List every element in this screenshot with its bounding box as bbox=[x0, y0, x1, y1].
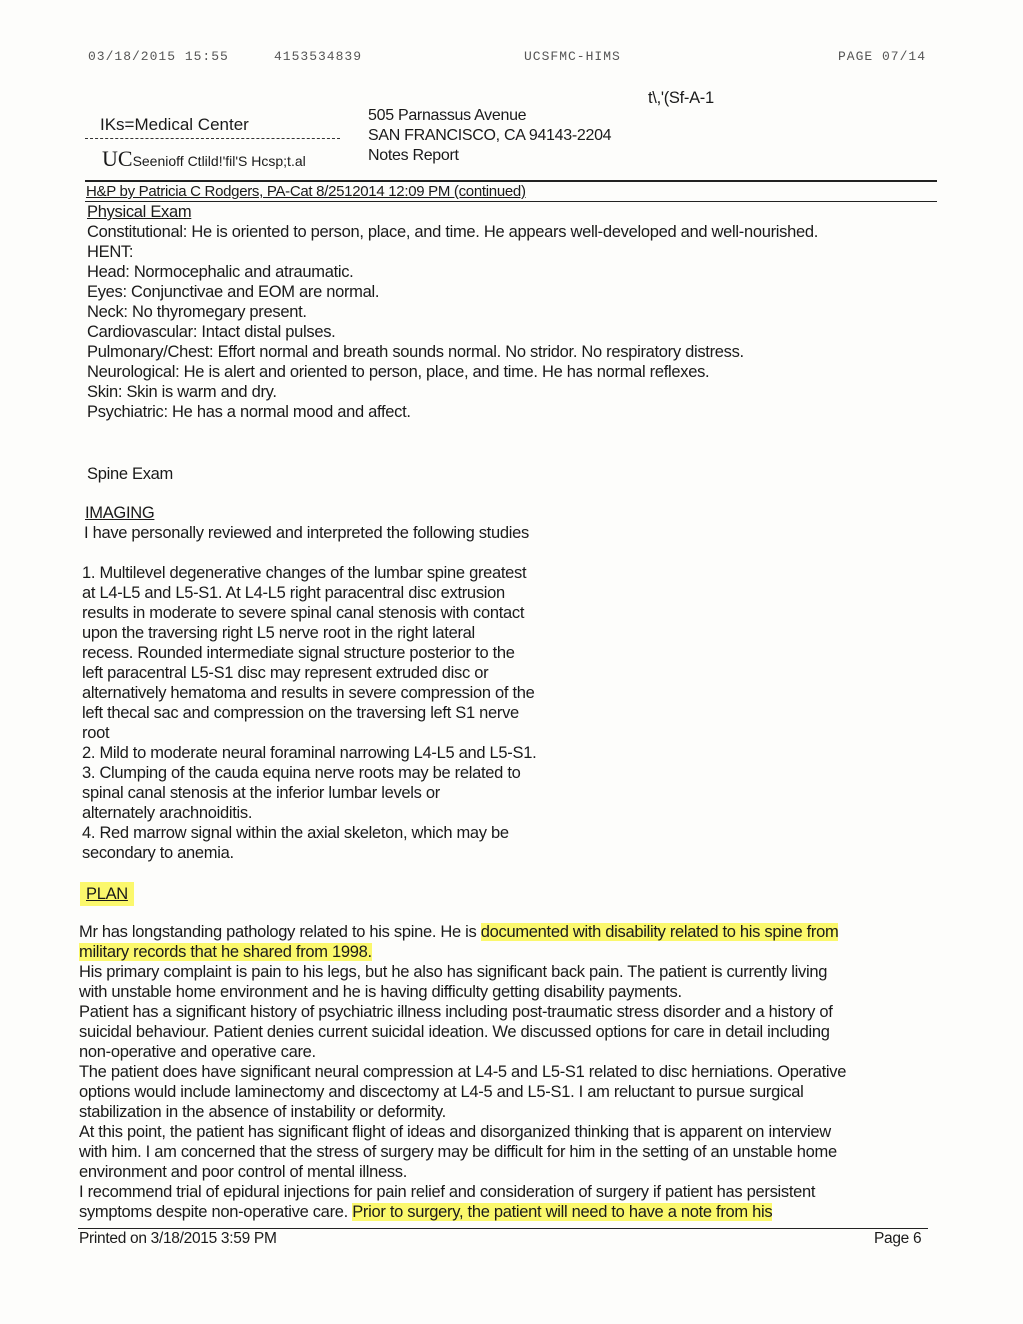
text-line bbox=[79, 962, 846, 982]
highlighted-text: Prior to surgery, the patient will need to have a note from his bbox=[352, 1203, 773, 1221]
logo-uc: UC bbox=[102, 146, 133, 171]
text-line: Head: Normocephalic and atraumatic. bbox=[87, 263, 354, 281]
text-line: HENT: bbox=[87, 243, 134, 261]
text-segment: Mr has longstanding pathology related to his spine. He is bbox=[79, 923, 481, 941]
text-line: at L4-L5 and L5-S1. At L4-L5 right paracentral disc extrusion bbox=[82, 584, 505, 602]
text-line bbox=[79, 1062, 846, 1082]
text-line bbox=[79, 1082, 846, 1102]
physical-exam-heading: Physical Exam bbox=[87, 203, 192, 221]
text-line: 3. Clumping of the cauda equina nerve roots may be related to bbox=[82, 764, 521, 782]
imaging-intro: I have personally reviewed and interpreted the following studies bbox=[84, 524, 529, 542]
text-line: alternately arachnoiditis. bbox=[82, 804, 253, 822]
text-segment: Patient has a significant history of psychiatric illness including post-traumatic stress disorder and a history of bbox=[79, 1003, 833, 1021]
text-line: Neck: No thyromegary present. bbox=[87, 303, 307, 321]
footer-printed: Printed on 3/18/2015 3:59 PM bbox=[79, 1230, 277, 1247]
text-segment: I recommend trial of epidural injections for pain relief and consideration of surgery if patient has persistent bbox=[79, 1183, 816, 1201]
text-line: left paracentral L5-S1 disc may represent extruded disc or bbox=[82, 664, 489, 682]
highlighted-text: documented with disability related to his spine from bbox=[480, 923, 839, 941]
text-line: upon the traversing right L5 nerve root in the right lateral bbox=[82, 624, 475, 642]
address-block bbox=[368, 106, 611, 166]
text-line: Skin: Skin is warm and dry. bbox=[87, 383, 277, 401]
text-line: 1. Multilevel degenerative changes of the lumbar spine greatest bbox=[82, 564, 527, 582]
report-type: Notes Report bbox=[368, 147, 459, 164]
imaging-findings bbox=[82, 563, 536, 863]
text-segment: At this point, the patient has significant flight of ideas and disorganized thinking that is apparent on interview bbox=[79, 1123, 831, 1141]
text-line: left thecal sac and compression on the traversing left S1 nerve bbox=[82, 704, 519, 722]
logo-line1: IKs=Medical Center bbox=[100, 115, 249, 134]
text-line bbox=[79, 1202, 846, 1222]
text-line bbox=[79, 1142, 846, 1162]
fax-phone: 4153534839 bbox=[274, 49, 363, 64]
text-segment: suicidal behaviour. Patient denies current suicidal ideation. We discussed options for care in detail including bbox=[79, 1023, 830, 1041]
highlighted-text: military records that he shared from 1998. bbox=[79, 943, 372, 961]
imaging-heading: IMAGING bbox=[85, 504, 155, 522]
text-line: results in moderate to severe spinal canal stenosis with contact bbox=[82, 604, 525, 622]
text-line bbox=[79, 1042, 846, 1062]
logo-line2 bbox=[102, 146, 306, 172]
text-line bbox=[79, 982, 846, 1002]
text-segment: His primary complaint is pain to his legs, but he also has significant back pain. The patient is currently living bbox=[79, 963, 828, 981]
text-segment: environment and poor control of mental illness. bbox=[79, 1163, 408, 1181]
text-line bbox=[79, 1162, 846, 1182]
fax-page: PAGE 07/14 bbox=[838, 49, 927, 64]
text-line: Neurological: He is alert and oriented to person, place, and time. He has normal reflexes. bbox=[87, 363, 710, 381]
text-line: Pulmonary/Chest: Effort normal and breath sounds normal. No stridor. No respiratory distress. bbox=[87, 343, 744, 361]
header-rule-2 bbox=[85, 201, 937, 202]
fax-org: UCSFMC-HIMS bbox=[524, 49, 621, 64]
text-line: alternatively hematoma and results in severe compression of the bbox=[82, 684, 535, 702]
text-line bbox=[79, 1182, 846, 1202]
text-line bbox=[79, 1102, 846, 1122]
text-line: 4. Red marrow signal within the axial skeleton, which may be bbox=[82, 824, 509, 842]
text-segment: The patient does have significant neural compression at L4-5 and L5-S1 related to disc herniations. Operative bbox=[79, 1063, 847, 1081]
text-line: Psychiatric: He has a normal mood and affect. bbox=[87, 403, 411, 421]
text-line: Constitutional: He is oriented to person, place, and time. He appears well-developed and well-nourished. bbox=[87, 223, 818, 241]
text-segment: non-operative and operative care. bbox=[79, 1043, 316, 1061]
text-line bbox=[79, 1122, 846, 1142]
text-line bbox=[79, 922, 846, 942]
text-segment: with unstable home environment and he is having difficulty getting disability payments. bbox=[79, 983, 682, 1001]
address-line1: 505 Parnassus Avenue bbox=[368, 107, 527, 124]
text-line: secondary to anemia. bbox=[82, 844, 234, 862]
logo-divider bbox=[85, 138, 340, 139]
text-line: Cardiovascular: Intact distal pulses. bbox=[87, 323, 336, 341]
physical-exam-lines bbox=[87, 222, 818, 422]
text-line: root bbox=[82, 724, 110, 742]
text-segment: with him. I am concerned that the stress of surgery may be difficult for him in the setting of an unstable home bbox=[79, 1143, 837, 1161]
address-line2: SAN FRANCISCO, CA 94143-2204 bbox=[368, 127, 612, 144]
plan-heading: PLAN bbox=[80, 882, 134, 906]
footer-page: Page 6 bbox=[874, 1230, 922, 1247]
note-header: H&P by Patricia C Rodgers, PA-Cat 8/2512014 12:09 PM (continued) bbox=[86, 183, 526, 200]
logo-hospital: Seenioff Ctlild!'fil'S Hcsp;t.al bbox=[132, 153, 306, 169]
text-segment: stabilization in the absence of instability or deformity. bbox=[79, 1103, 446, 1121]
text-segment: symptoms despite non-operative care. bbox=[79, 1203, 353, 1221]
spine-exam-heading: Spine Exam bbox=[87, 465, 173, 483]
text-line: spinal canal stenosis at the inferior lumbar levels or bbox=[82, 784, 440, 802]
text-line: recess. Rounded intermediate signal structure posterior to the bbox=[82, 644, 515, 662]
text-segment: options would include laminectomy and discectomy at L4-5 and L5-S1. I am reluctant to pursue surgical bbox=[79, 1083, 804, 1101]
text-line bbox=[79, 942, 846, 962]
stamp-text: t\,'(Sf-A-1 bbox=[648, 89, 714, 107]
text-line bbox=[79, 1002, 846, 1022]
text-line bbox=[79, 1022, 846, 1042]
plan-lines bbox=[79, 922, 846, 1222]
fax-datetime: 03/18/2015 15:55 bbox=[88, 49, 229, 64]
text-line: Eyes: Conjunctivae and EOM are normal. bbox=[87, 283, 380, 301]
text-line: 2. Mild to moderate neural foraminal narrowing L4-L5 and L5-S1. bbox=[82, 744, 537, 762]
